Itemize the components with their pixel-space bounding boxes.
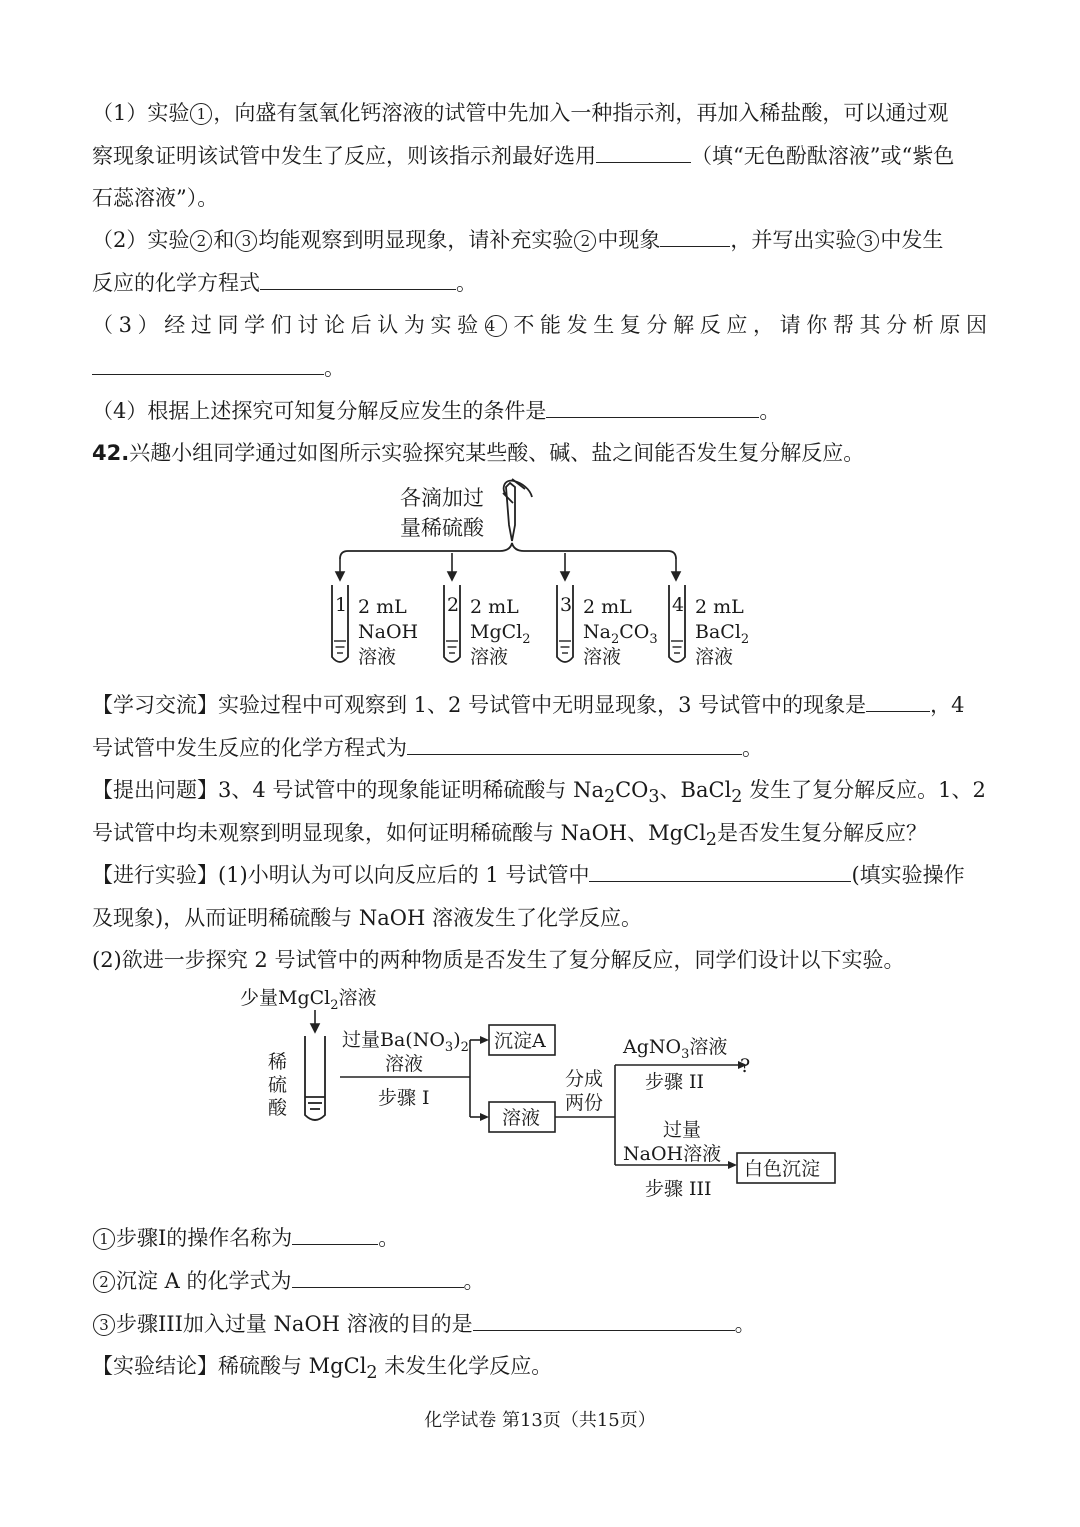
exp1-line1 (92, 860, 965, 890)
split-label-2: 两份 (565, 1092, 604, 1114)
tube-solution: 溶液 (695, 646, 734, 668)
tube-number: 4 (672, 594, 685, 616)
exchange-line2 (92, 733, 763, 763)
text: 石蕊溶液”）。 (92, 186, 219, 210)
svg-text:稀: 稀 (268, 1051, 288, 1073)
text: 。 (324, 356, 345, 380)
tube-volume: 2 mL (583, 596, 632, 618)
tube-number: 1 (335, 594, 348, 616)
test-tube-4 (669, 585, 749, 668)
q41-part3-line2 (92, 353, 345, 383)
text: 沉淀 A 的化学式为 (116, 1269, 292, 1293)
text: 、BaCl (659, 778, 732, 802)
figure-test-tubes (300, 475, 780, 675)
reagent1-label: 过量$Ba(NO_3)_2$ (342, 1029, 469, 1055)
solution-label: 溶液 (502, 1107, 541, 1129)
text: 。 (378, 1226, 400, 1250)
circled-number: 4 (485, 315, 507, 337)
step2-label: 步骤 II (645, 1071, 705, 1093)
tube-chemical: BaCl$_2$ (695, 621, 750, 647)
text: 步骤I的操作名称为 (116, 1226, 293, 1250)
subscript: 2 (603, 787, 616, 808)
tube-chemical: $Na_2CO_3$ (583, 621, 658, 647)
tube-chemical: NaOH (358, 621, 419, 643)
test-tube-icon (305, 1036, 325, 1120)
step3-label: 步骤 III (645, 1178, 712, 1200)
answer-blank[interactable] (260, 269, 456, 290)
tube-solution: 溶液 (358, 646, 397, 668)
naoh-label-2: NaOH溶液 (623, 1143, 722, 1165)
subscript: 2 (731, 787, 743, 808)
q41-part3-line1 (92, 310, 987, 340)
text: (填实验操作 (851, 863, 965, 887)
answer-blank[interactable] (292, 1224, 378, 1245)
text: 兴趣小组同学通过如图所示实验探究某些酸、碱、盐之间能否发生复分解反应。 (129, 441, 865, 465)
subscript: 3 (648, 787, 660, 808)
question-line1 (92, 775, 986, 812)
subscript: 2 (705, 830, 717, 851)
subq-3 (92, 1309, 756, 1339)
text: 。 (463, 1269, 485, 1293)
text: ，向盛有氢氧化钙溶液的试管中先加入一种指示剂，再加入稀盐酸，可以通过观 (213, 101, 949, 125)
fig1-top-label-2: 量稀硫酸 (400, 516, 484, 540)
circled-number: 3 (857, 230, 879, 252)
circled-number: 1 (190, 103, 212, 125)
text: 中发生 (880, 228, 944, 252)
q41-part2-line1 (92, 225, 943, 255)
text: 不能发生复分解反应，请你帮其分析原因 (507, 313, 987, 337)
text: 察现象证明该试管中发生了反应，则该指示剂最好选用 (92, 144, 596, 168)
q41-part1-line3 (92, 183, 218, 213)
agno3-label: AgNO$_3$溶液 (623, 1036, 728, 1062)
text: （4）根据上述探究可知复分解反应发生的条件是 (92, 399, 547, 423)
tube-chemical: MgCl$_2$ (470, 621, 531, 647)
svg-text:硫: 硫 (268, 1074, 288, 1096)
fig1-top-label-1: 各滴加过 (400, 486, 484, 510)
tube-number: 3 (560, 594, 573, 616)
q41-part4 (92, 396, 780, 426)
text: （3）经过同学们讨论后认为实验 (92, 313, 484, 337)
subq-2 (92, 1266, 485, 1296)
tube-label (268, 1051, 288, 1119)
text: 【提出问题】3、4 号试管中的现象能证明稀硫酸与 Na (92, 778, 604, 802)
conclusion (92, 1351, 552, 1388)
answer-blank[interactable] (407, 734, 742, 755)
page-footer: 化学试卷 第13页（共15页） (424, 1410, 656, 1431)
text: 均能观察到明显现象，请补充实验 (258, 228, 574, 252)
subscript: 2 (366, 1363, 378, 1384)
step1-label: 步骤 I (378, 1087, 430, 1109)
tube-number: 2 (447, 594, 460, 616)
circled-number: 2 (574, 230, 596, 252)
circled-number: 1 (93, 1228, 115, 1250)
question-line2 (92, 818, 927, 855)
exp2-line (92, 945, 904, 975)
tube-group (332, 585, 749, 668)
circled-number: 2 (190, 230, 212, 252)
text: (2)欲进一步探究 2 号试管中的两种物质是否发生了复分解反应，同学们设计以下实验。 (92, 948, 905, 972)
circled-number: 3 (235, 230, 257, 252)
subq-1 (92, 1223, 399, 1253)
text: 号试管中均未观察到明显现象，如何证明稀硫酸与 NaOH、MgCl (92, 821, 706, 845)
split-label-1: 分成 (565, 1068, 604, 1090)
precipitate-a-label: 沉淀A (494, 1030, 546, 1052)
text: 及现象)，从而证明稀硫酸与 NaOH 溶液发生了化学反应。 (92, 906, 642, 930)
question-number: 42. (92, 441, 130, 465)
q41-part2-line2 (92, 268, 477, 298)
text: ，并写出实验 (730, 228, 857, 252)
tube-volume: 2 mL (470, 596, 519, 618)
text: 中现象 (597, 228, 661, 252)
figure-flowchart (230, 980, 850, 1205)
text: 未发生化学反应。 (377, 1354, 553, 1378)
exchange-line1 (92, 690, 964, 720)
text: CO (615, 778, 649, 802)
test-tube-2 (444, 585, 531, 668)
text: 【实验结论】稀硫酸与 MgCl (92, 1354, 367, 1378)
q41-part1-line1 (92, 98, 948, 128)
text: （1）实验 (92, 101, 190, 125)
text: （填“无色酚酞溶液”或“紫色 (691, 144, 955, 168)
text: 号试管中发生反应的化学方程式为 (92, 736, 407, 760)
text: 。 (456, 271, 477, 295)
answer-blank[interactable] (596, 142, 691, 163)
reagent1-solution: 溶液 (385, 1053, 424, 1075)
arrows (336, 553, 680, 580)
question-mark: ? (740, 1055, 751, 1077)
text: 是否发生复分解反应？ (716, 821, 927, 845)
text: 【进行实验】(1)小明认为可以向反应后的 1 号试管中 (92, 863, 590, 887)
exp1-line2 (92, 903, 642, 933)
text: 。 (742, 736, 763, 760)
answer-blank[interactable] (546, 397, 759, 418)
answer-blank[interactable] (660, 226, 730, 247)
white-precipitate-label: 白色沉淀 (744, 1158, 821, 1180)
tube-volume: 2 mL (695, 596, 744, 618)
test-tube-1 (332, 585, 418, 668)
tube-solution: 溶液 (470, 646, 509, 668)
naoh-label-1: 过量 (663, 1119, 702, 1141)
text: 步骤III加入过量 NaOH 溶液的目的是 (116, 1312, 473, 1336)
answer-blank[interactable] (473, 1310, 735, 1331)
answer-blank[interactable] (589, 861, 851, 882)
tube-volume: 2 mL (358, 596, 407, 618)
text: 【学习交流】实验过程中可观察到 1、2 号试管中无明显现象，3 号试管中的现象是 (92, 693, 867, 717)
text: 发生了复分解反应。1、2 (742, 778, 986, 802)
answer-blank[interactable] (292, 1267, 464, 1288)
fig2-top-label: 少量MgCl$_2$溶液 (240, 987, 377, 1013)
answer-blank[interactable] (92, 354, 324, 375)
text: 。 (734, 1312, 756, 1336)
dropper-icon (503, 479, 532, 541)
svg-text:酸: 酸 (268, 1097, 288, 1119)
distribution-brace (340, 543, 676, 559)
text: 和 (213, 228, 235, 252)
answer-blank[interactable] (866, 691, 930, 712)
circled-number: 3 (93, 1314, 115, 1336)
text: 反应的化学方程式 (92, 271, 260, 295)
text: ，4 (930, 693, 965, 717)
q41-part1-line2 (92, 141, 954, 171)
q42-stem (92, 438, 864, 468)
test-tube-3 (557, 585, 658, 668)
text: （2）实验 (92, 228, 190, 252)
tube-solution: 溶液 (583, 646, 622, 668)
circled-number: 2 (93, 1271, 115, 1293)
text: 。 (759, 399, 781, 423)
